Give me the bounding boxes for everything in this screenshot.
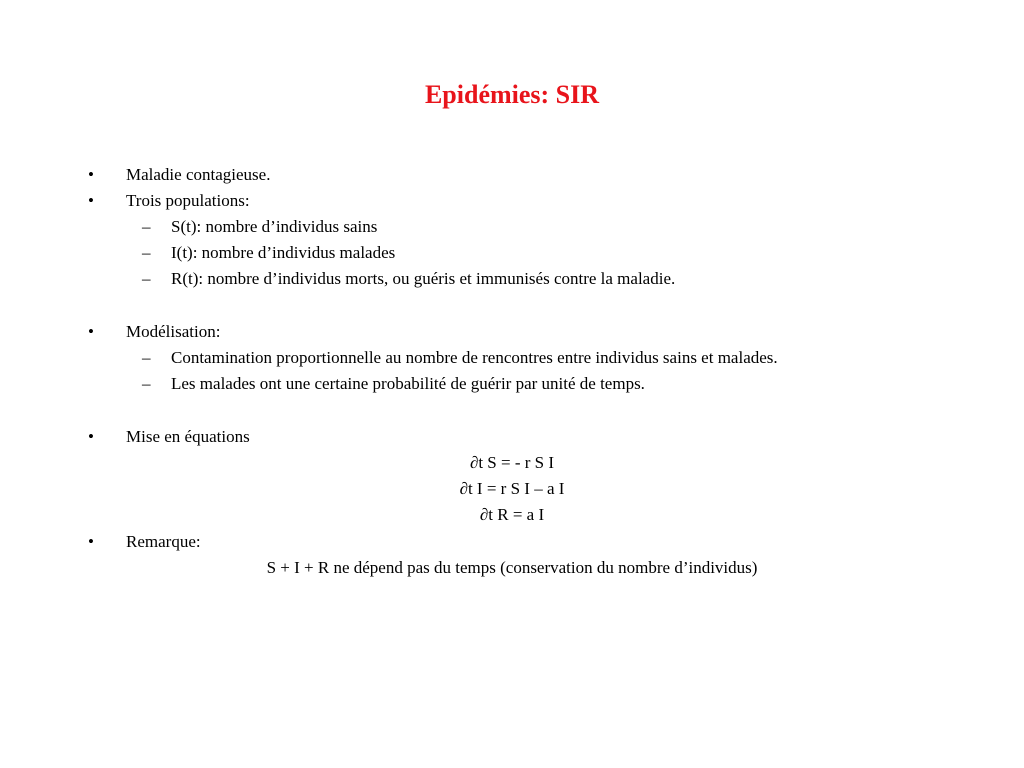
bullet-icon: • <box>88 322 94 341</box>
dash-icon: – <box>142 348 151 367</box>
dash-icon: – <box>142 374 151 393</box>
bullet-icon: • <box>88 191 94 210</box>
bullet-icon: • <box>88 427 94 446</box>
dash-icon: – <box>142 217 151 236</box>
dash-icon: – <box>142 243 151 262</box>
bullet-text: Remarque: <box>126 532 201 551</box>
sub-item-text: Contamination proportionnelle au nombre de rencontres entre individus sains et malades. <box>171 348 778 367</box>
equation-r: ∂t R = a I <box>479 505 545 524</box>
sub-item-text: I(t): nombre d’individus malades <box>171 243 396 262</box>
bullet-text: Mise en équations <box>126 427 250 446</box>
equation-s: ∂t S = - r S I <box>469 453 555 472</box>
slide-title: Epidémies: SIR <box>424 80 600 109</box>
bullet-icon: • <box>88 532 94 551</box>
bullet-icon: • <box>88 165 94 184</box>
dash-icon: – <box>142 269 151 288</box>
equation-i: ∂t I = r S I – a I <box>459 479 565 498</box>
sub-item-text: S(t): nombre d’individus sains <box>171 217 378 236</box>
sub-item-text: Les malades ont une certaine probabilité de guérir par unité de temps. <box>171 374 645 393</box>
bullet-text: Modélisation: <box>126 322 221 341</box>
remarque-text: S + I + R ne dépend pas du temps (conservation du nombre d’individus) <box>266 558 758 577</box>
bullet-text: Maladie contagieuse. <box>126 165 271 184</box>
bullet-text: Trois populations: <box>126 191 250 210</box>
sub-item-text: R(t): nombre d’individus morts, ou guéris et immunisés contre la maladie. <box>171 269 676 288</box>
